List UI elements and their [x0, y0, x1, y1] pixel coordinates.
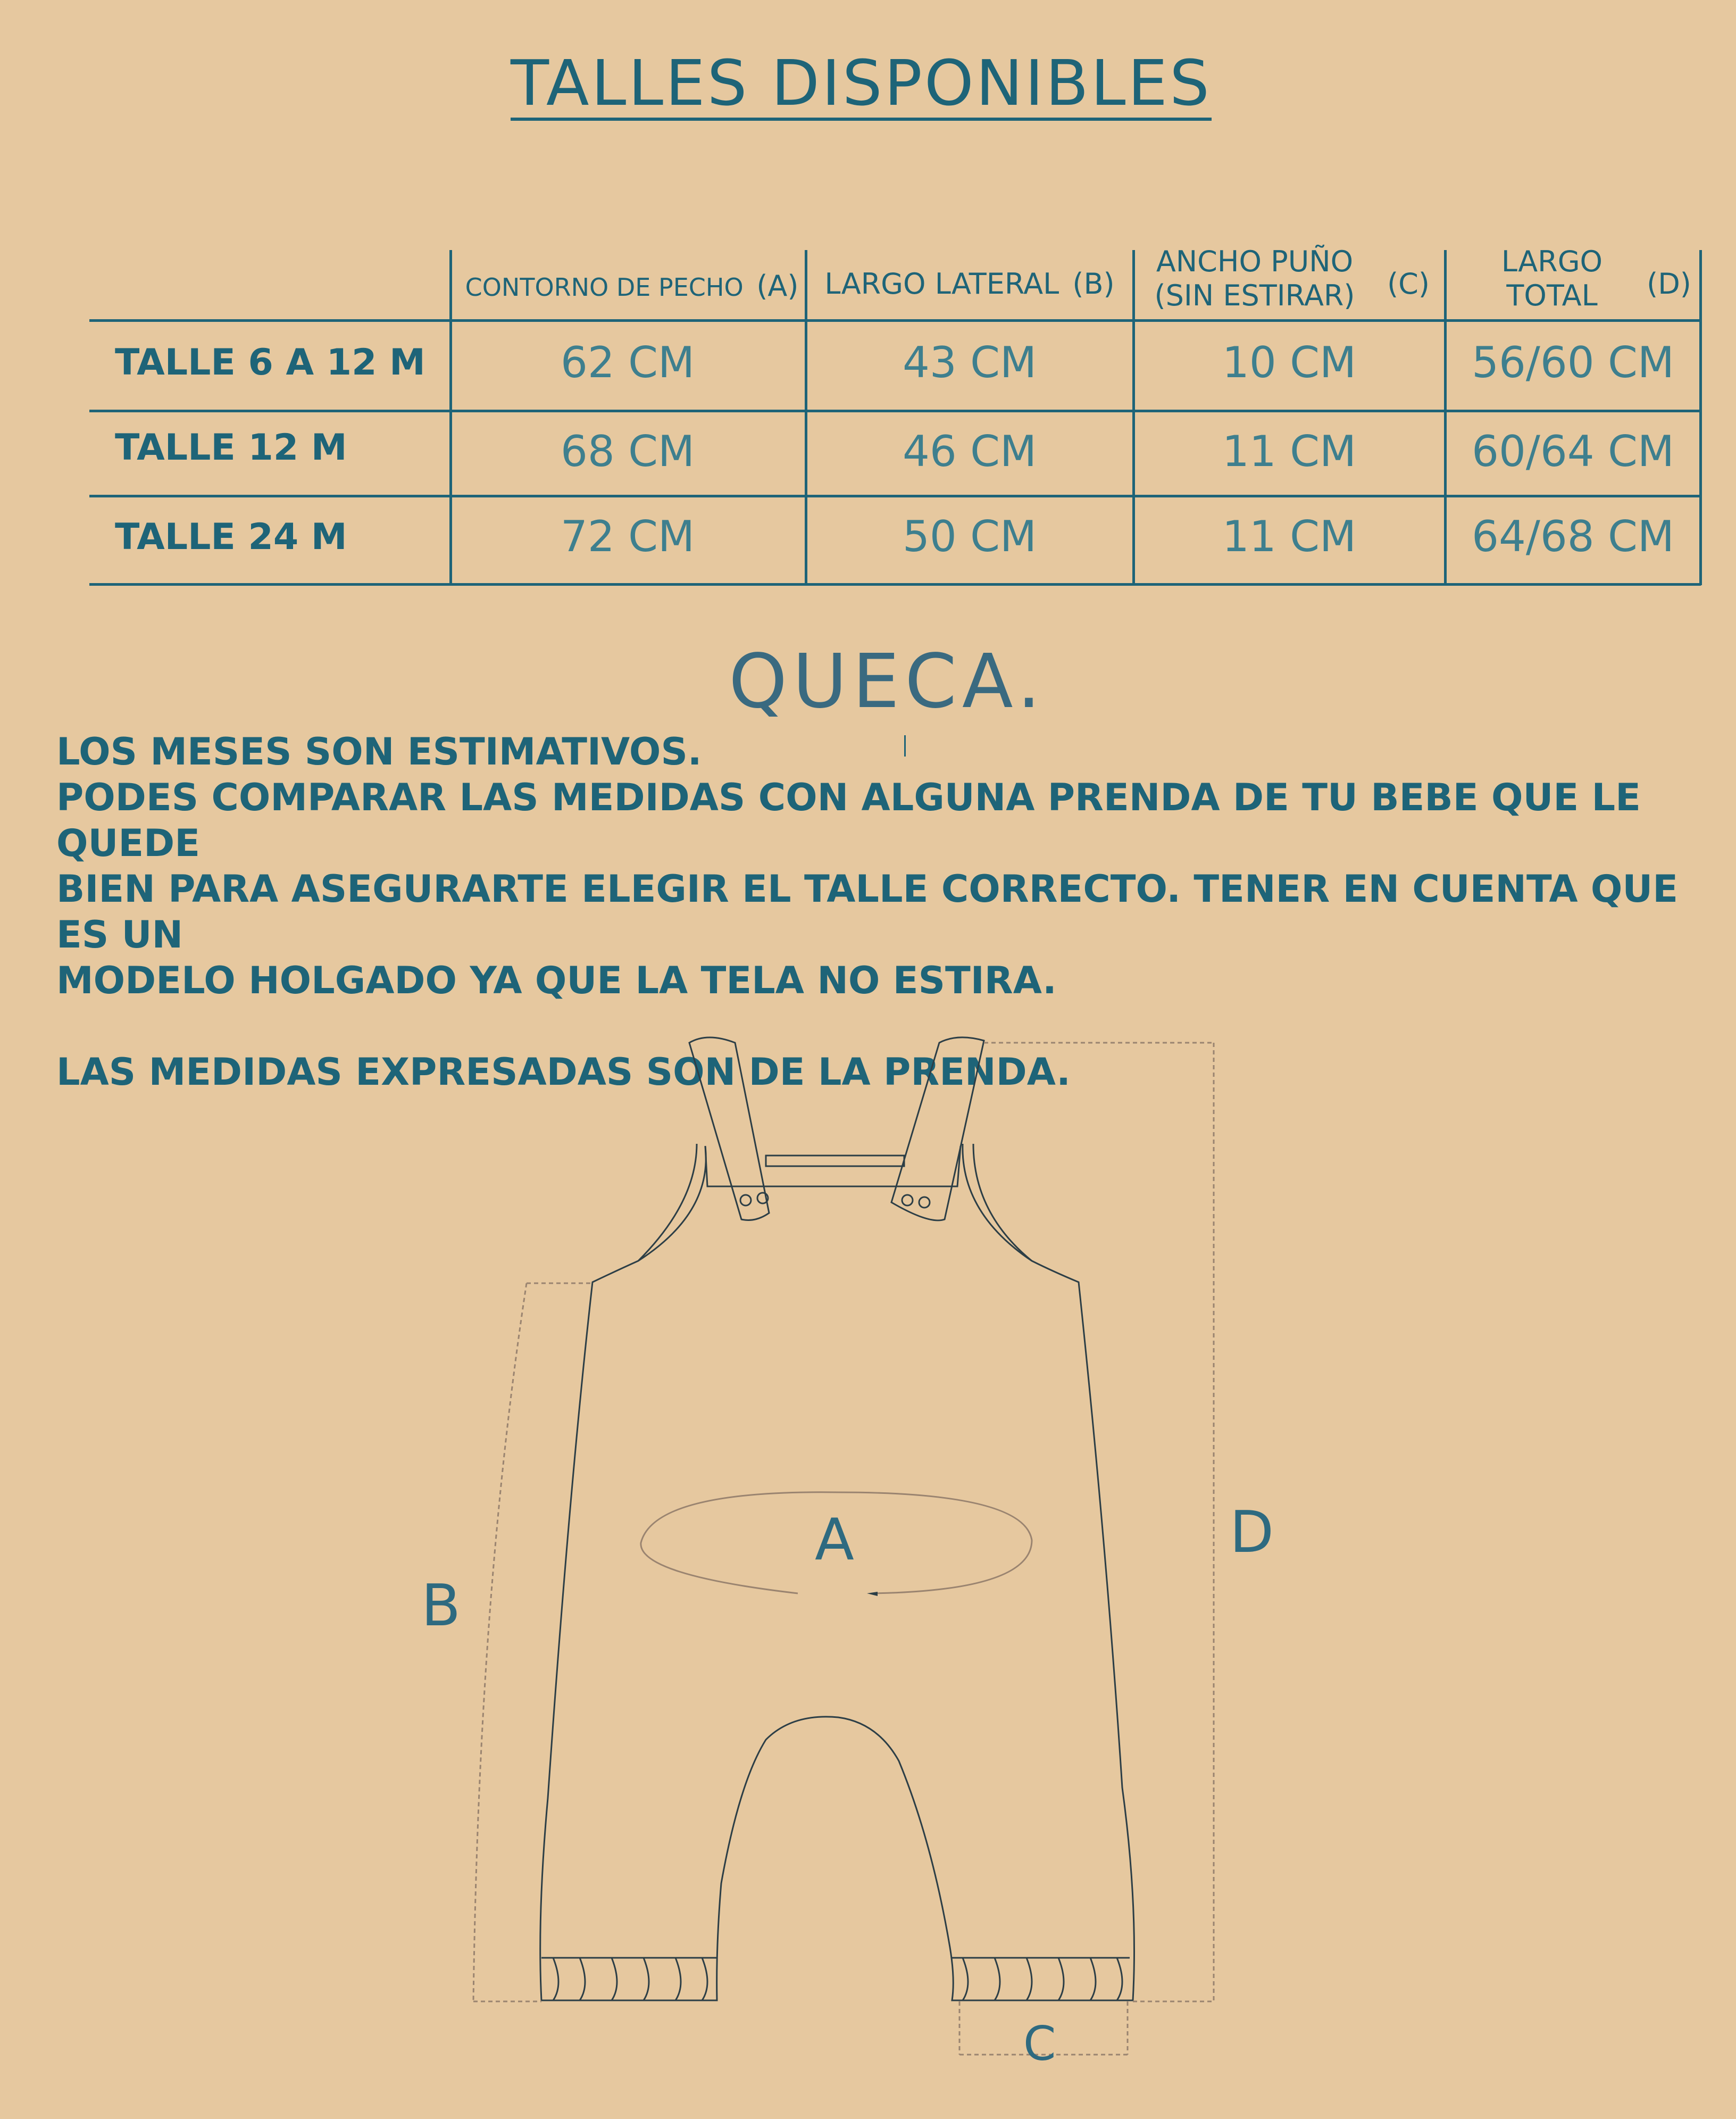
table-cell: 43 CM: [902, 338, 1037, 387]
header-label-sub: (SIN ESTIRAR): [1154, 279, 1355, 312]
header-code: (A): [756, 269, 799, 303]
table-cell: 50 CM: [902, 512, 1037, 561]
diagram-label-a: A: [815, 1507, 854, 1573]
header-label-sub: TOTAL: [1506, 279, 1598, 312]
table-cell: 72 CM: [560, 512, 695, 561]
button-icon: [902, 1195, 913, 1206]
right-cuff: [952, 1958, 1130, 2000]
table-cell: 64/68 CM: [1472, 512, 1674, 561]
column-header-chest: [462, 269, 802, 304]
column-header-side-length: [807, 267, 1132, 301]
arrow-icon: [867, 1592, 878, 1596]
table-rule: [89, 583, 1701, 586]
table-cell: 60/64 CM: [1472, 427, 1674, 476]
note-line: MODELO HOLGADO YA QUE LA TELA NO ESTIRA.: [56, 959, 1057, 1002]
guide-b-line: [473, 1283, 527, 2001]
brand-logo: QUECA.: [729, 638, 1046, 725]
header-label: LARGO: [1501, 245, 1603, 278]
left-cuff: [541, 1958, 717, 2000]
note-line: BIEN PARA ASEGURARTE ELEGIR EL TALLE CORRECTO. TENER EN CUENTA QUE ES UN: [56, 867, 1679, 957]
table-cell: 10 CM: [1222, 338, 1357, 387]
table-rule: [89, 410, 1701, 412]
table-cell: 62 CM: [560, 338, 695, 387]
note-line: PODES COMPARAR LAS MEDIDAS CON ALGUNA PRENDA DE TU BEBE QUE LE QUEDE: [56, 776, 1641, 865]
armhole-inner-right: [963, 1144, 1032, 1261]
column-header-code-d: (D): [1647, 267, 1691, 301]
button-icon: [919, 1197, 930, 1208]
right-strap: [891, 1037, 984, 1220]
table-cell: 46 CM: [902, 427, 1037, 476]
row-label: TALLE 24 M: [115, 516, 347, 558]
column-header-cuff-width: [1135, 245, 1374, 313]
table-divider: [1699, 250, 1702, 585]
row-label: TALLE 6 A 12 M: [115, 342, 425, 384]
size-table: [89, 245, 1701, 585]
table-cell: 11 CM: [1222, 512, 1357, 561]
row-label: TALLE 12 M: [115, 427, 347, 469]
header-label: CONTORNO DE PECHO: [465, 273, 744, 302]
diagram-label-b: B: [421, 1573, 461, 1639]
diagram-label-d: D: [1230, 1499, 1274, 1566]
bib-top: [766, 1156, 904, 1166]
table-cell: 68 CM: [560, 427, 695, 476]
table-cell: 56/60 CM: [1472, 338, 1674, 387]
left-strap: [689, 1037, 769, 1220]
button-icon: [740, 1195, 751, 1206]
page-title: TALLES DISPONIBLES: [511, 46, 1212, 120]
column-header-code-c: (C): [1387, 267, 1430, 301]
header-label: ANCHO PUÑO: [1156, 245, 1354, 278]
header-label: LARGO LATERAL: [824, 267, 1059, 301]
table-rule: [89, 495, 1701, 497]
note-line: LOS MESES SON ESTIMATIVOS.: [56, 730, 702, 774]
table-rule: [89, 319, 1701, 322]
column-header-total-length: [1472, 245, 1632, 313]
header-code: (B): [1072, 267, 1115, 301]
diagram-label-c: C: [1023, 2016, 1056, 2071]
table-cell: 11 CM: [1222, 427, 1357, 476]
overall-diagram: [0, 1011, 1736, 2119]
note-line: LAS MEDIDAS EXPRESADAS SON DE LA PRENDA.: [56, 1050, 1071, 1094]
